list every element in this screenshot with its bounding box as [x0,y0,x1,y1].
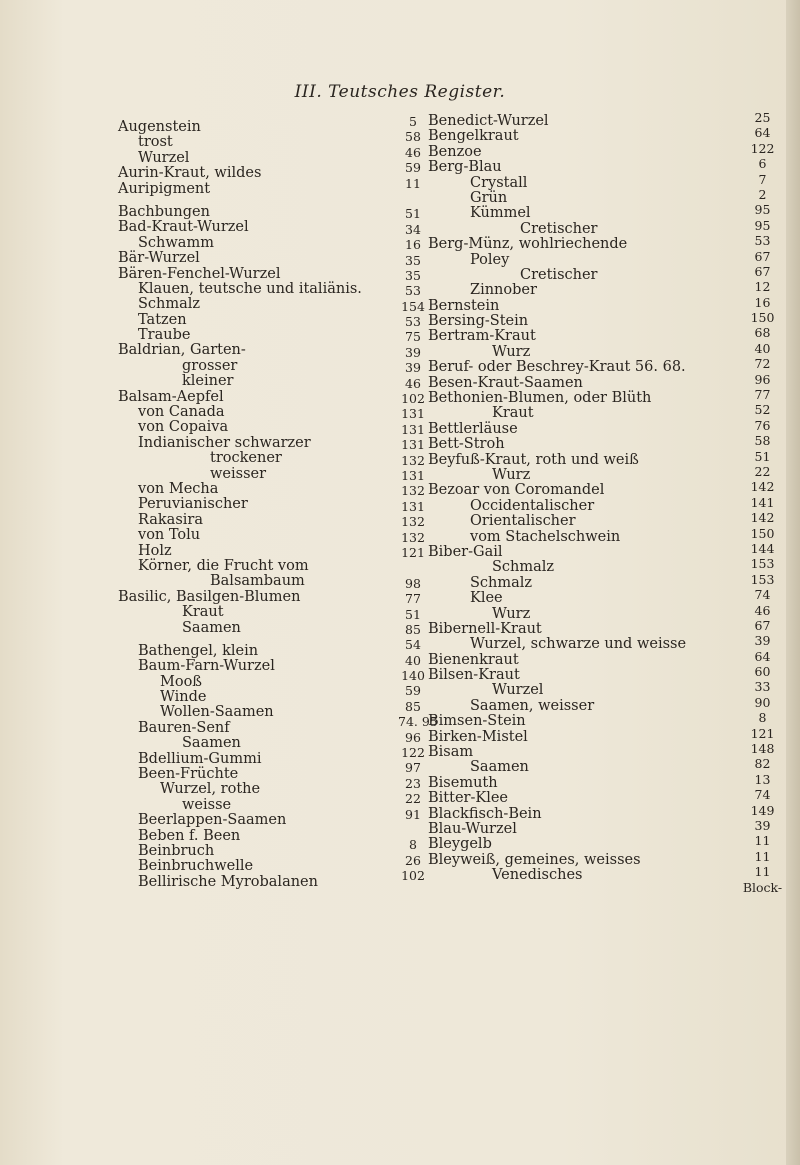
entry-page-number: 67 [754,617,771,633]
entry-page-number: 132 [401,483,425,499]
entry-page-number: 96 [405,729,421,745]
entry-page-number: 59 [405,160,421,176]
entry-term: Klauen, teutsche und italiänis. [138,280,362,297]
entry-row [398,807,728,822]
entry-term: Bettlerläuse [428,420,518,437]
entry-term: Bären-Fenchel-Wurzel [118,265,281,282]
entry-row [398,253,728,268]
entry-page-number: 82 [754,756,771,772]
entry-term: Benzoe [428,143,482,160]
entry-page-number: 72 [754,356,771,372]
entry-page-number: 149 [750,802,775,818]
entry-term: Baldrian, Garten- [118,342,246,359]
entry-page-number: 53 [405,283,421,299]
entry-page-number: 2 [758,186,767,202]
entry-term: Kraut [492,405,534,422]
entry-term: Bernstein [428,297,500,314]
entry-page-number: 51 [754,448,771,464]
entry-term: Beerlappen-Saamen [138,812,287,829]
entry-term: Bertram-Kraut [428,328,536,345]
entry-term: Benedict-Wurzel [428,113,549,129]
entry-row [398,453,728,468]
entry-page-number: 58 [405,129,421,145]
entry-page-number: 90 [754,694,771,710]
entry-page-number: 141 [750,494,775,510]
entry-page-number: 154 [401,298,425,314]
entry-page-number: 144 [750,540,775,556]
entry-term: Bimsen-Stein [428,713,526,730]
entry-row [398,160,728,175]
entry-row [398,376,728,391]
entry-row [398,314,728,329]
entry-term: Bleygelb [428,836,492,853]
entry-page-number: 40 [405,652,421,668]
entry-page-number: 150 [750,310,775,326]
entry-term: Schmalz [492,559,555,576]
entry-row [398,668,728,683]
entry-page-number: 77 [405,591,421,607]
entry-page-number: 22 [754,463,771,479]
entry-page-number: 39 [754,633,771,649]
entry-page-number: 121 [401,544,425,560]
entry-page-number: 53 [405,314,421,330]
entry-row [398,499,728,514]
entry-row [398,514,728,529]
entry-term: Basilic, Basilgen-Blumen [118,588,301,605]
entry-page-number: 142 [750,510,775,526]
entry-term: Holz [138,542,172,559]
entry-row [398,653,728,668]
entry-row [398,176,728,191]
entry-page-number: 33 [754,679,771,695]
entry-term: Indianischer schwarzer [138,434,311,451]
entry-row [398,283,728,298]
entry-term: trost [138,134,173,151]
entry-term: Auripigment [118,180,211,197]
entry-term: Beinbruchwelle [138,858,254,875]
entry-page-number: 58 [754,433,771,449]
entry-row [398,268,728,283]
entry-row [398,560,728,575]
entry-term: Bachbungen [118,203,210,220]
entry-row [398,822,728,837]
entry-row [398,391,728,406]
entry-term: Bauren-Senf [138,719,230,736]
entry-term: Winde [160,689,207,706]
entry-page-number: 6 [758,156,767,172]
entry-term: Bibernell-Kraut [428,620,542,637]
entry-row [398,345,728,360]
entry-term: Wurz [492,466,531,483]
entry-term: grosser [182,357,238,374]
entry-row [398,329,728,344]
entry-row [398,299,728,314]
entry-term: von Copaiva [138,419,229,436]
entry-page-number: 51 [405,206,421,222]
entry-row [398,360,728,375]
entry-term: Cretischer [520,220,598,237]
entry-page-number: 122 [401,745,425,761]
entry-page-number: 64 [754,648,771,664]
entry-term: Birken-Mistel [428,728,528,745]
entry-row [398,530,728,545]
entry-term: Crystall [470,174,528,191]
entry-term: vom Stachelschwein [470,528,621,545]
entry-term: Wurzel [138,149,190,166]
entry-row [398,483,728,498]
entry-row [398,607,728,622]
entry-row [398,837,728,852]
entry-page-number: 53 [754,233,771,249]
entry-page-number: 11 [405,175,421,191]
entry-page-number: 59 [405,683,421,699]
entry-page-number: 39 [754,817,771,833]
entry-row [398,422,728,437]
entry-row [398,191,728,206]
entry-page-number: 132 [401,529,425,545]
entry-term: Bad-Kraut-Wurzel [118,219,249,236]
entry-page-number: 153 [750,556,775,572]
entry-page-number: 98 [405,575,421,591]
entry-term: Schmalz [470,574,533,591]
entry-term: Grün [470,189,508,206]
entry-term: Körner, die Frucht vom [138,557,309,574]
entry-term: Poley [470,251,510,268]
entry-term: Berg-Münz, wohlriechende [428,236,628,253]
entry-page-number: 35 [405,252,421,268]
entry-page-number: 7 [758,171,767,187]
entry-term: Bdellium-Gummi [138,750,262,767]
entry-page-number [398,560,428,575]
entry-page-number: 68 [754,325,771,341]
page-header: III. Teutsches Register. [294,82,506,102]
entry-term: Bitter-Klee [428,790,508,807]
entry-page-number: 76 [754,417,771,433]
entry-row [398,545,728,560]
entry-page-number: 64 [754,125,771,141]
entry-page-number: 132 [401,452,425,468]
entry-page-number: 131 [401,406,425,422]
entry-term: Bleyweiß, gemeines, weisses [428,851,641,868]
entry-term: Saamen, weisser [470,697,595,714]
entry-term: Bellirische Myrobalanen [138,873,318,890]
entry-row [398,237,728,252]
entry-page-number: 97 [405,760,421,776]
entry-term: Kümmel [470,205,531,222]
entry-page-number: 23 [405,775,421,791]
entry-row [398,468,728,483]
entry-term: von Tolu [138,527,201,544]
entry-term: von Mecha [138,480,219,497]
entry-term: Occidentalischer [470,497,595,514]
entry-page-number: 8 [409,837,417,853]
entry-row [398,683,728,698]
entry-page-number: 16 [405,237,421,253]
entry-term: Saamen [470,759,529,776]
entry-row [398,114,728,129]
entry-row [398,406,728,421]
entry-term: Wurzel [492,682,544,699]
entry-page-number: 67 [754,263,771,279]
entry-page-number [398,191,428,206]
entry-term: Bilsen-Kraut [428,667,520,684]
entry-row [398,699,728,714]
entry-row [398,868,728,883]
entry-page-number: 85 [405,621,421,637]
entry-row [398,622,728,637]
entry-term: kleiner [182,373,234,390]
entry-term: von Canada [138,404,225,421]
entry-page-number: 85 [405,698,421,714]
entry-page-number: 16 [754,294,771,310]
entry-term: Zinnober [470,282,537,299]
entry-page-number: 91 [405,806,421,822]
entry-term: Saamen [182,735,241,752]
entry-term: Saamen [182,619,241,636]
entry-page-number: 5 [409,114,417,129]
entry-term: Bathengel, klein [138,642,259,659]
entry-term: Tatzen [138,311,187,328]
entry-page-number: 122 [750,140,775,156]
entry-page-number: 77 [754,387,771,403]
entry-page-number: 11 [754,864,771,880]
entry-page-number: 148 [750,741,775,757]
entry-row [398,745,728,760]
entry-page-number: 22 [405,791,421,807]
entry-page-number: 46 [754,602,771,618]
entry-page-number: 51 [405,606,421,622]
entry-page-number: 96 [754,371,771,387]
entry-page-number: 52 [754,402,771,418]
entry-page-number: 74 [754,587,771,603]
entry-row [398,576,728,591]
entry-row [398,591,728,606]
entry-term: Peruvianischer [138,496,248,513]
entry-row [398,637,728,652]
entry-page-number: 11 [754,848,771,864]
entry-term: Bett-Stroh [428,436,505,453]
entry-page-number: 34 [405,221,421,237]
entry-page-number: 150 [750,525,775,541]
entry-term: trockener [210,450,282,467]
entry-page-number [398,822,428,837]
entry-page-number: 11 [754,833,771,849]
entry-term: Rakasira [138,511,203,528]
entry-page-number: 60 [754,664,771,680]
entry-row [398,437,728,452]
entry-term: weisser [210,465,267,482]
entry-term: Wurz [492,605,531,622]
entry-term: Bisam [428,744,474,761]
entry-term: Wurzel, rothe [160,781,261,798]
entry-term: Beruf- oder Beschrey-Kraut 56. 68. [428,359,686,376]
entry-page-number: 102 [401,868,425,884]
entry-term: Bisemuth [428,774,498,791]
entry-page-number: Block- [742,879,783,895]
entry-page-number: 54 [405,637,421,653]
entry-term: Aurin-Kraut, wildes [118,165,262,182]
entry-term: Klee [470,590,503,607]
entry-page-number: 131 [401,421,425,437]
entry-term: Besen-Kraut-Saamen [428,374,583,391]
entry-term: Mooß [160,673,202,690]
entry-term: Berg-Blau [428,159,502,176]
entry-page-number: 75 [405,329,421,345]
entry-term: Wurzel, schwarze und weisse [470,636,687,653]
entry-page-number: 95 [754,202,771,218]
register-column-middle [398,114,728,884]
entry-term: Balsambaum [210,573,305,590]
entry-term: Bersing-Stein [428,313,529,330]
entry-term: weisse [182,796,232,813]
entry-term: Cretischer [520,266,598,283]
entry-term: Balsam-Aepfel [118,388,224,405]
entry-term: Orientalischer [470,513,576,530]
entry-term: Kraut [182,604,224,621]
entry-term: Beinbruch [138,842,215,859]
entry-term: Blau-Wurzel [428,820,517,837]
entry-term: Bengelkraut [428,128,519,145]
entry-term: Bär-Wurzel [118,250,200,267]
entry-page-number: 131 [401,437,425,453]
entry-page-number: 131 [401,498,425,514]
entry-row [398,206,728,221]
register-column-page-numbers [735,110,790,895]
entry-page-number: 140 [401,668,425,684]
entry-term: Augenstein [118,119,201,135]
entry-term: Bienenkraut [428,651,519,668]
entry-page-number: 142 [750,479,775,495]
entry-page-number: 67 [754,248,771,264]
entry-term: Venedisches [492,867,583,884]
entry-page-number: 132 [401,514,425,530]
entry-page-number: 131 [401,467,425,483]
entry-row [398,730,728,745]
entry-page-number: 39 [405,360,421,376]
entry-term: Been-Früchte [138,766,239,783]
entry-page-number: 26 [405,852,421,868]
entry-term: Wurz [492,343,531,360]
entry-page-number: 74. 95 [398,714,438,730]
entry-term: Schmalz [138,296,201,313]
entry-term: Biber-Gail [428,543,503,560]
entry-row [398,222,728,237]
entry-page-number: 46 [405,144,421,160]
entry-term: Schwamm [138,234,214,251]
entry-page-number: 12 [754,279,771,295]
entry-term: Traube [138,327,191,344]
entry-page-number: 39 [405,344,421,360]
entry-page-number: 102 [401,391,425,407]
entry-row [398,145,728,160]
entry-page-number: 8 [758,710,767,726]
entry-term: Beyfuß-Kraut, roth und weiß [428,451,639,468]
entry-page-number: 121 [750,725,775,741]
entry-page-number: 13 [754,771,771,787]
entry-page-number: 153 [750,571,775,587]
entry-page-number: 95 [754,217,771,233]
entry-term: Bethonien-Blumen, oder Blüth [428,390,652,407]
entry-row [398,129,728,144]
entry-page-number: 35 [405,267,421,283]
entry-row [398,776,728,791]
entry-term: Beben f. Been [138,827,241,844]
register-column-left [118,120,380,890]
entry-row [398,853,728,868]
entry-page-number: 46 [405,375,421,391]
entry-row [398,760,728,775]
entry-row [398,791,728,806]
entry-term: Bezoar von Coromandel [428,482,605,499]
entry-term: Baum-Farn-Wurzel [138,658,275,675]
entry-row [398,714,728,729]
entry-term: Blackfisch-Bein [428,805,542,822]
entry-term: Wollen-Saamen [160,704,274,721]
entry-page-number: 74 [754,787,771,803]
entry-page-number: 25 [754,110,771,125]
entry-page-number: 40 [754,340,771,356]
